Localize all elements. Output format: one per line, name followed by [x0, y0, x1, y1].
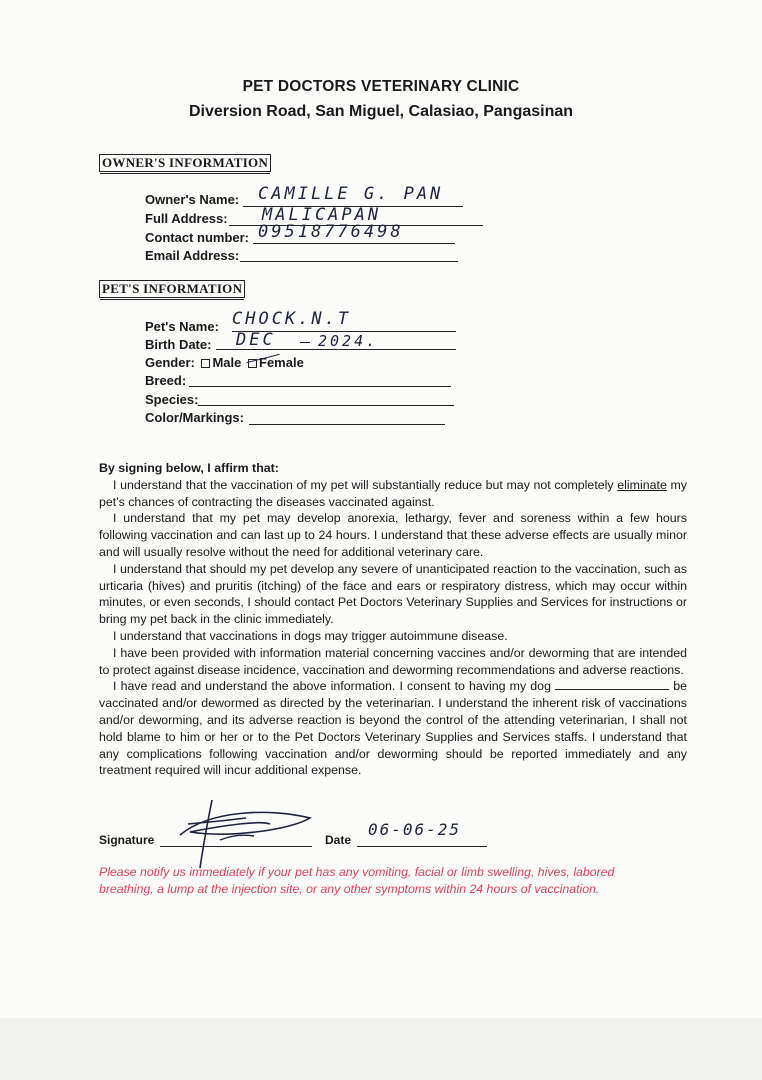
agreement-heading: By signing below, I affirm that:: [99, 461, 279, 475]
clinic-title: PET DOCTORS VETERINARY CLINIC: [242, 78, 520, 95]
agreement-paragraph-6: I have read and understand the above information. I consent to having my dog be vaccinated and/or dewormed as directed by the veterinarian. I understand the inherent risk of vaccinations and/or deworming, and its adverse reaction is beyond the control of the attending veterinarian, I shall not hold blame to him or her or to the Pet Doctors Veterinary Supplies and Services staffs. I understand that any complications following vaccination and/or deworming should be reported immediately and any treatment required will incur additional expense.: [99, 679, 687, 778]
page-bottom-edge: [0, 1018, 762, 1080]
pet-name-field[interactable]: CHOCK.N.T: [232, 309, 352, 329]
species-field[interactable]: [198, 405, 454, 406]
contact-number-label: Contact number:: [145, 230, 249, 245]
owner-address-field[interactable]: MALICAPAN: [262, 205, 382, 225]
email-label: Email Address:: [145, 248, 240, 263]
pet-section-heading: PET'S INFORMATION: [99, 280, 245, 298]
birth-month-field[interactable]: DEC: [236, 330, 276, 350]
breed-label: Breed:: [145, 373, 187, 388]
birth-date-label: Birth Date:: [145, 337, 212, 352]
signature-scribble[interactable]: [150, 780, 320, 870]
signature-label: Signature: [99, 833, 155, 847]
male-option-label: Male: [212, 355, 242, 370]
color-markings-label: Color/Markings:: [145, 410, 244, 425]
dog-name-blank[interactable]: [555, 679, 669, 690]
gender-row: [145, 355, 304, 370]
notice-text: Please notify us immediately if your pet has any vomiting, facial or limb swelling, hives, labored breathing, a lump at the injection site, or any other symptoms within 24 hours of vaccination.: [99, 865, 615, 896]
email-field[interactable]: [240, 261, 458, 262]
agreement-paragraph-1: I understand that the vaccination of my pet will substantially reduce but may not completely eliminate my pet's chances of contracting the diseases vaccinated against.: [99, 477, 687, 509]
pet-name-label: Pet's Name:: [145, 319, 219, 334]
birth-year-field[interactable]: 2024.: [318, 332, 379, 350]
color-markings-field[interactable]: [249, 424, 445, 425]
owner-name-field[interactable]: CAMILLE G. PAN: [258, 184, 444, 204]
date-field[interactable]: 06-06-25: [368, 820, 462, 839]
owner-address-label: Full Address:: [145, 211, 228, 226]
gender-label: Gender:: [145, 355, 195, 370]
contact-number-field[interactable]: 09518776498: [258, 222, 404, 242]
agreement-paragraph-2: I understand that my pet may develop anorexia, lethargy, fever and soreness within a few hours following vaccination and can last up to 24 hours. I understand that these adverse effects are usually minor and will usually resolve without the need for additional veterinary care.: [99, 511, 687, 559]
agreement-text: [99, 460, 687, 779]
species-label: Species:: [145, 392, 199, 407]
breed-field[interactable]: [189, 386, 451, 387]
agreement-paragraph-4: I understand that vaccinations in dogs may trigger autoimmune disease.: [113, 628, 508, 643]
male-checkbox[interactable]: [201, 359, 210, 368]
clinic-address: Diversion Road, San Miguel, Calasiao, Pangasinan: [188, 103, 574, 120]
birth-dash-mark: [300, 342, 310, 343]
female-option-label: Female: [259, 355, 304, 370]
agreement-paragraph-5: I have been provided with information material concerning vaccines and/or deworming that are intended to protect against disease incidence, vaccination and deworming recommendations and adverse reactions.: [99, 645, 687, 677]
owner-section-heading: OWNER'S INFORMATION: [99, 154, 271, 172]
date-label: Date: [325, 833, 352, 847]
owner-name-label: Owner's Name:: [145, 192, 240, 207]
agreement-paragraph-3: I understand that should my pet develop any severe of unanticipated reaction to the vaccination, such as urticaria (hives) and pruritis (itching) of the face and ears or respiratory distress, which may occur within minutes, or even seconds, I should contact Pet Doctors Veterinary Supplies and Services for instructions or bring my pet back in the clinic immediately.: [99, 561, 687, 627]
date-line: [357, 846, 487, 847]
contact-number-line: [253, 243, 455, 244]
